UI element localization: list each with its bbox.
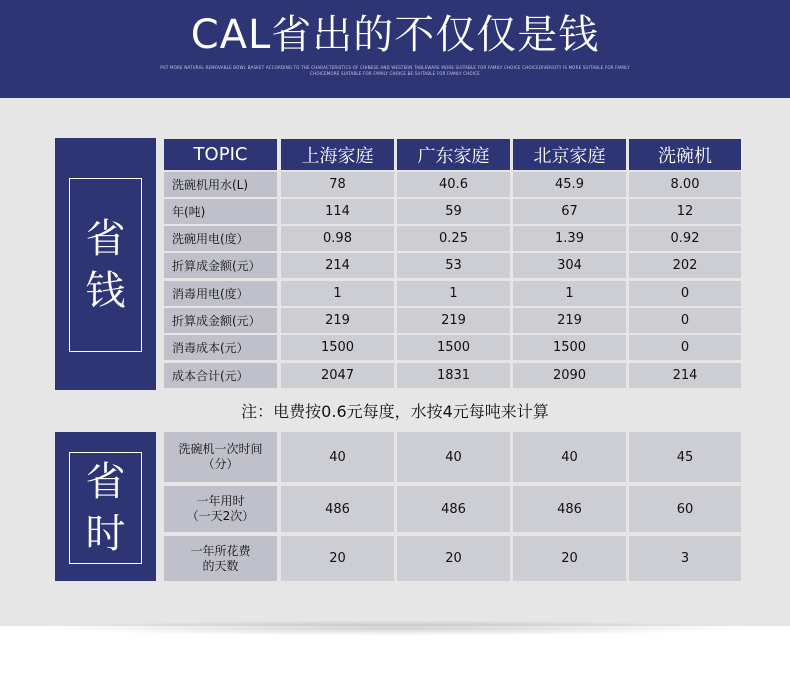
calculation-note: 注：电费按0.6元每度，水按4元每吨来计算 (241, 402, 549, 421)
row-label-line: （一天2次） (186, 509, 255, 523)
table-cell: 219 (513, 308, 626, 333)
table-cell: 12 (629, 199, 741, 224)
money-side-label-frame (69, 178, 142, 352)
header-topic: TOPIC (164, 139, 277, 170)
table-cell: 0 (629, 335, 741, 360)
time-side-label-char: 时 (85, 511, 126, 557)
table-cell: 53 (397, 253, 510, 278)
table-cell: 2090 (513, 363, 626, 388)
table-cell: 1 (281, 281, 394, 306)
row-label (164, 432, 277, 482)
table-cell: 214 (281, 253, 394, 278)
time-side-label-frame (69, 452, 142, 564)
table-cell: 0.25 (397, 226, 510, 251)
table-cell: 0 (629, 308, 741, 333)
row-label-line: 一年所花费 (190, 543, 251, 558)
table-cell: 40 (513, 432, 626, 482)
table-cell: 60 (629, 486, 741, 532)
time-side-label (55, 432, 156, 581)
table-cell: 1831 (397, 363, 510, 388)
table-cell: 45.9 (513, 172, 626, 197)
table-cell: 67 (513, 199, 626, 224)
panel-shadow (40, 620, 750, 636)
table-cell: 1500 (281, 335, 394, 360)
row-label (164, 536, 277, 581)
row-label: 洗碗机用水(L) (164, 172, 277, 197)
page-title: CAL省出的不仅仅是钱 (190, 12, 600, 58)
table-cell: 40 (281, 432, 394, 482)
row-label: 折算成金额(元） (164, 253, 277, 278)
row-label: 消毒用电(度） (164, 281, 277, 306)
header-column: 广东家庭 (397, 139, 510, 170)
table-cell: 219 (397, 308, 510, 333)
table-cell: 8.00 (629, 172, 741, 197)
table-cell: 486 (281, 486, 394, 532)
header-column: 上海家庭 (281, 139, 394, 170)
money-side-label-char: 钱 (85, 268, 126, 314)
table-cell: 45 (629, 432, 741, 482)
row-label (164, 486, 277, 532)
table-cell: 78 (281, 172, 394, 197)
row-label-line: （分） (202, 457, 239, 471)
row-label: 消毒成本(元） (164, 335, 277, 360)
money-side-label (55, 138, 156, 390)
table-cell: 3 (629, 536, 741, 581)
table-cell: 0.92 (629, 226, 741, 251)
header-column: 洗碗机 (629, 139, 741, 170)
table-cell: 40 (397, 432, 510, 482)
table-cell: 486 (513, 486, 626, 532)
time-side-label-char: 省 (85, 459, 126, 505)
table-cell: 20 (513, 536, 626, 581)
table-cell: 0 (629, 281, 741, 306)
table-cell: 486 (397, 486, 510, 532)
header-column: 北京家庭 (513, 139, 626, 170)
table-cell: 1 (513, 281, 626, 306)
table-cell: 219 (281, 308, 394, 333)
table-cell: 1 (397, 281, 510, 306)
table-cell: 0.98 (281, 226, 394, 251)
money-side-label-char: 省 (85, 216, 126, 262)
header-banner (0, 0, 790, 98)
table-cell: 20 (397, 536, 510, 581)
row-label-line: 洗碗机一次时间 (178, 442, 263, 456)
table-cell: 202 (629, 253, 741, 278)
table-cell: 114 (281, 199, 394, 224)
table-cell: 1500 (397, 335, 510, 360)
table-cell: 214 (629, 363, 741, 388)
row-label-line: 的天数 (202, 558, 239, 573)
table-cell: 59 (397, 199, 510, 224)
row-label: 成本合计(元） (164, 363, 277, 388)
row-label-line: 一年用时 (196, 494, 245, 508)
table-cell: 1500 (513, 335, 626, 360)
table-cell: 1.39 (513, 226, 626, 251)
row-label: 洗碗用电(度） (164, 226, 277, 251)
row-label: 折算成金额(元） (164, 308, 277, 333)
row-label: 年(吨) (164, 199, 277, 224)
table-cell: 20 (281, 536, 394, 581)
banner-subtitle: PUT MORE NATURAL REMOVABLE BOWL BASKET ACCORDING TO THE CHARACTERISTICS OF CHINESE AND WESTERN TABLEWARE MORE SUITABLE FOR FAMILY CHOICE CHOICEDIVERSITY IS MORE SUITABLE FOR FAMILY CHOICEMORE SUITABLE FOR FAMILY CHOICE BE SUITABLE FOR FAMILY CHOICE (160, 65, 630, 76)
table-cell: 304 (513, 253, 626, 278)
table-cell: 2047 (281, 363, 394, 388)
table-cell: 40.6 (397, 172, 510, 197)
